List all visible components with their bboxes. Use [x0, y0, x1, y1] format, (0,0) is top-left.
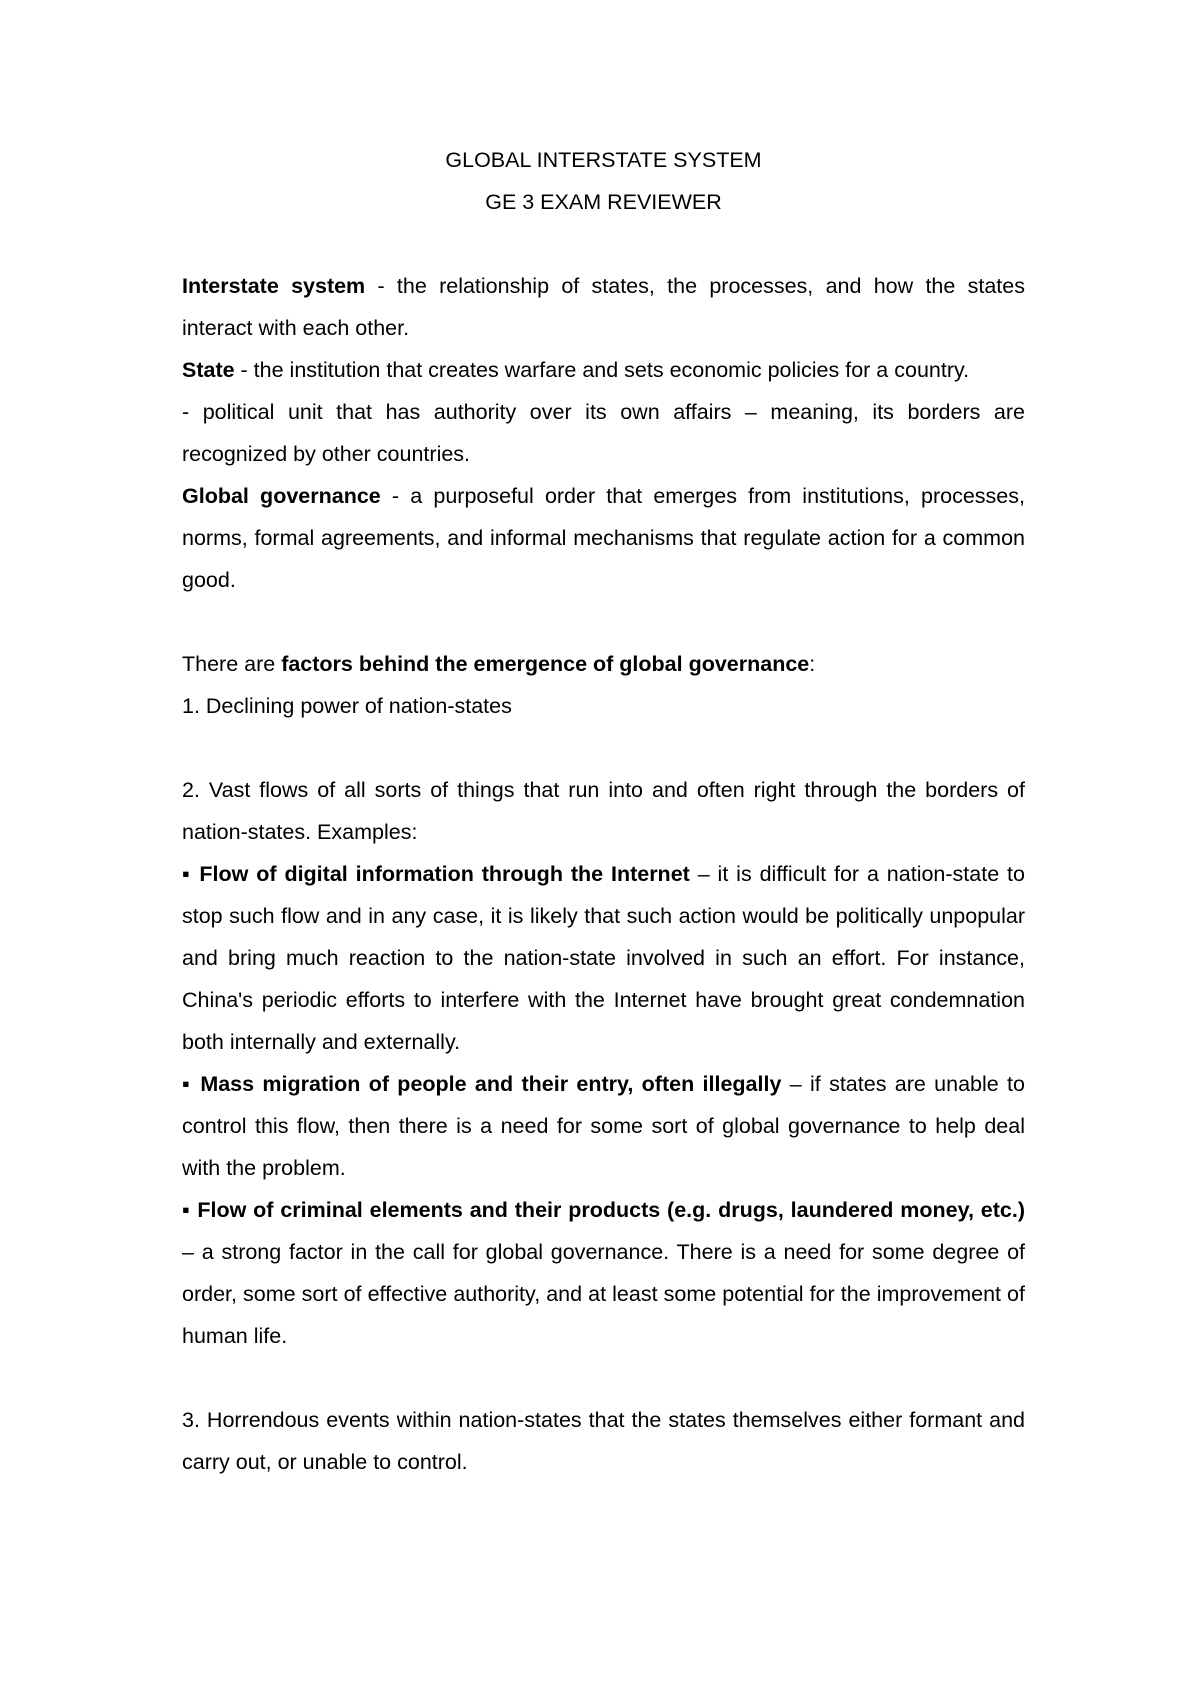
factor-1: 1. Declining power of nation-states — [182, 694, 512, 718]
document-subtitle: GE 3 EXAM REVIEWER — [485, 190, 722, 214]
bullet-criminal-elements — [182, 1189, 1025, 1357]
definition-text: - the relationship of states, the processes, and how the states interact with each other. — [182, 274, 1025, 340]
factors-intro-bold: factors behind the emergence of global governance — [281, 652, 810, 676]
document-content — [182, 139, 1025, 1483]
factor-3: 3. Horrendous events within nation-states that the states themselves either formant and carry out, or unable to control. — [182, 1408, 1025, 1474]
bullet-text: – a strong factor in the call for global governance. There is a need for some degree of order, some sort of effective authority, and at least some potential for the improvement of human life. — [182, 1240, 1025, 1348]
blank-line — [182, 727, 1025, 769]
bullet-mass-migration — [182, 1063, 1025, 1189]
factors-intro-prefix: There are — [182, 652, 282, 676]
definition-text: - the institution that creates warfare and sets economic policies for a country. — [234, 358, 970, 382]
term-global-governance: Global governance — [182, 484, 381, 508]
bullet-digital-information — [182, 853, 1025, 1063]
bullet-marker: ▪ — [182, 1198, 198, 1222]
document-title: GLOBAL INTERSTATE SYSTEM — [445, 148, 762, 172]
definition-interstate-system — [182, 265, 1025, 349]
bullet-text: – if states are unable to control this flow, then there is a need for some sort of global governance to help deal with the problem. — [182, 1072, 1025, 1180]
bullet-text: – it is difficult for a nation-state to stop such flow and in any case, it is likely that such action would be politically unpopular and bring much reaction to the nation-state involved in such an effort. For instance, China's periodic efforts to interfere with the Internet have brought great condemnation both internally and externally. — [182, 862, 1025, 1054]
definition-state-continued: - political unit that has authority over its own affairs – meaning, its borders are recognized by other countries. — [182, 400, 1025, 466]
bullet-marker: ▪ — [182, 1072, 201, 1096]
bullet-heading: Mass migration of people and their entry, often illegally — [200, 1072, 782, 1096]
bullet-marker: ▪ — [182, 862, 200, 886]
factors-intro-suffix: : — [809, 652, 816, 676]
blank-line — [182, 601, 1025, 643]
definition-state — [182, 349, 1025, 391]
blank-line — [182, 1357, 1025, 1399]
blank-line — [182, 223, 1025, 265]
bullet-heading: Flow of digital information through the Internet — [199, 862, 690, 886]
definition-global-governance — [182, 475, 1025, 601]
factors-intro — [182, 643, 1025, 685]
factor-2: 2. Vast flows of all sorts of things that run into and often right through the borders of nation-states. Examples: — [182, 778, 1025, 844]
definition-text: - a purposeful order that emerges from institutions, processes, norms, formal agreements, and informal mechanisms that regulate action for a common good. — [182, 484, 1025, 592]
term-interstate-system: Interstate system — [182, 274, 366, 298]
term-state: State — [182, 358, 235, 382]
bullet-heading: Flow of criminal elements and their products (e.g. drugs, laundered money, etc.) — [197, 1198, 1025, 1222]
